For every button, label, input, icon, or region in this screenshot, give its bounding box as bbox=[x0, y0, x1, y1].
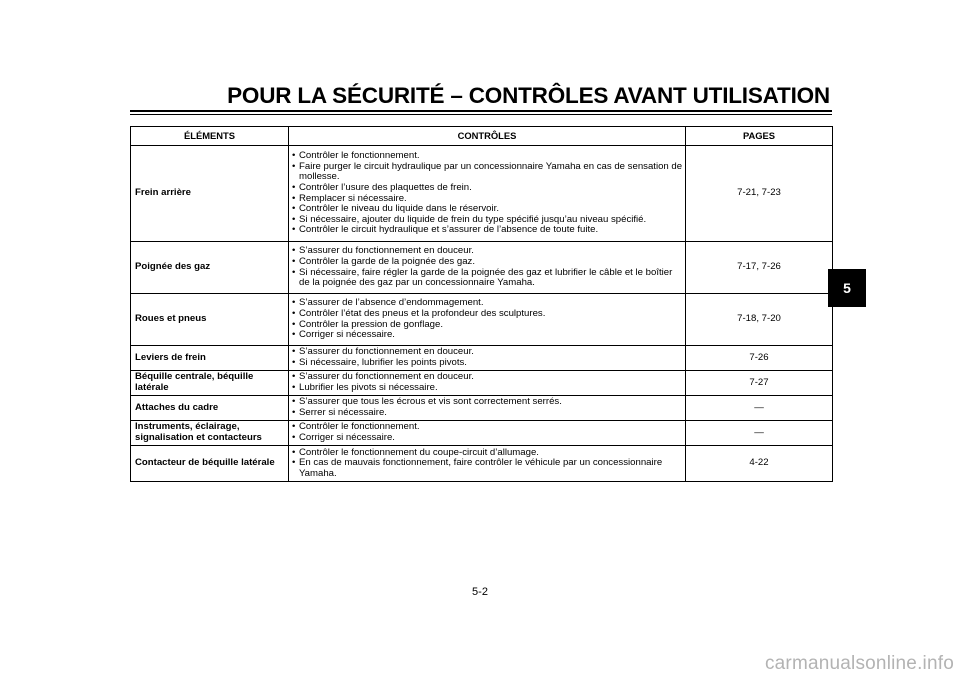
table-row bbox=[131, 421, 833, 446]
check-item: • S’assurer du fonctionnement en douceur. bbox=[291, 347, 683, 358]
column-header-pages: PAGES bbox=[686, 127, 833, 146]
table-row bbox=[131, 146, 833, 242]
check-item: • Faire purger le circuit hydraulique par un concessionnaire Yamaha en cas de sensation de mollesse. bbox=[291, 162, 683, 183]
pages-cell: 7-17, 7-26 bbox=[686, 242, 833, 294]
pages-cell: 4-22 bbox=[686, 446, 833, 482]
checks-list bbox=[291, 151, 683, 236]
check-item: • Lubrifier les pivots si nécessaire. bbox=[291, 383, 683, 394]
table-header-row bbox=[131, 127, 833, 146]
element-cell: Instruments, éclairage, signalisation et contacteurs bbox=[131, 421, 289, 446]
check-item: • Remplacer si nécessaire. bbox=[291, 194, 683, 205]
title-rule-thick bbox=[130, 110, 832, 112]
page-title: POUR LA SÉCURITÉ – CONTRÔLES AVANT UTILISATION bbox=[227, 83, 830, 108]
checks-list bbox=[291, 372, 683, 393]
checks-list bbox=[291, 397, 683, 418]
check-item: • En cas de mauvais fonctionnement, faire contrôler le véhicule par un concessionnaire Yamaha. bbox=[291, 458, 683, 479]
check-item: • Si nécessaire, faire régler la garde de la poignée des gaz et lubrifier le câble et le boîtier de la poignée des gaz par un concessionnaire Yamaha. bbox=[291, 268, 683, 289]
checks-list bbox=[291, 448, 683, 480]
check-item: • Contrôler la garde de la poignée des gaz. bbox=[291, 257, 683, 268]
check-item: • Contrôler l’usure des plaquettes de frein. bbox=[291, 183, 683, 194]
element-cell: Roues et pneus bbox=[131, 294, 289, 346]
element-cell: Poignée des gaz bbox=[131, 242, 289, 294]
pages-cell: 7-26 bbox=[686, 346, 833, 371]
title-rule-thin bbox=[130, 114, 832, 115]
checks-list bbox=[291, 422, 683, 443]
table-row bbox=[131, 446, 833, 482]
element-cell: Leviers de frein bbox=[131, 346, 289, 371]
element-cell: Contacteur de béquille latérale bbox=[131, 446, 289, 482]
checks-list bbox=[291, 246, 683, 288]
check-item: • Contrôler le fonctionnement. bbox=[291, 151, 683, 162]
checks-cell bbox=[289, 396, 686, 421]
check-item: • Si nécessaire, lubrifier les points pivots. bbox=[291, 358, 683, 369]
check-item: • Serrer si nécessaire. bbox=[291, 408, 683, 419]
table-row bbox=[131, 396, 833, 421]
element-cell: Béquille centrale, béquille latérale bbox=[131, 371, 289, 396]
table-row bbox=[131, 346, 833, 371]
pages-cell: 7-18, 7-20 bbox=[686, 294, 833, 346]
check-item: • Contrôler l’état des pneus et la profondeur des sculptures. bbox=[291, 309, 683, 320]
table-row bbox=[131, 242, 833, 294]
element-cell: Frein arrière bbox=[131, 146, 289, 242]
check-item: • Corriger si nécessaire. bbox=[291, 330, 683, 341]
page-number: 5-2 bbox=[472, 586, 488, 598]
section-tab bbox=[828, 269, 866, 307]
column-header-elements: ÉLÉMENTS bbox=[131, 127, 289, 146]
table-body bbox=[131, 146, 833, 482]
check-item: • Corriger si nécessaire. bbox=[291, 433, 683, 444]
check-item: • S’assurer du fonctionnement en douceur. bbox=[291, 372, 683, 383]
pages-cell: — bbox=[686, 396, 833, 421]
checks-list bbox=[291, 298, 683, 340]
checks-table bbox=[130, 126, 833, 482]
table-row bbox=[131, 294, 833, 346]
check-item: • Contrôler le fonctionnement. bbox=[291, 422, 683, 433]
table-row bbox=[131, 371, 833, 396]
checks-list bbox=[291, 347, 683, 368]
pages-cell: — bbox=[686, 421, 833, 446]
section-tab-number: 5 bbox=[843, 280, 851, 296]
checks-cell bbox=[289, 146, 686, 242]
check-item: • Contrôler le circuit hydraulique et s’assurer de l’absence de toute fuite. bbox=[291, 225, 683, 236]
checks-cell bbox=[289, 421, 686, 446]
checks-cell bbox=[289, 294, 686, 346]
checks-cell bbox=[289, 446, 686, 482]
checks-cell bbox=[289, 346, 686, 371]
check-item: • S’assurer de l’absence d’endommagement. bbox=[291, 298, 683, 309]
checks-cell bbox=[289, 242, 686, 294]
pages-cell: 7-21, 7-23 bbox=[686, 146, 833, 242]
check-item: • Contrôler le niveau du liquide dans le réservoir. bbox=[291, 204, 683, 215]
check-item: • Contrôler le fonctionnement du coupe-circuit d’allumage. bbox=[291, 448, 683, 459]
watermark: carmanualsonline.info bbox=[764, 653, 954, 674]
checks-cell bbox=[289, 371, 686, 396]
check-item: • Contrôler la pression de gonflage. bbox=[291, 320, 683, 331]
check-item: • S’assurer que tous les écrous et vis sont correctement serrés. bbox=[291, 397, 683, 408]
pages-cell: 7-27 bbox=[686, 371, 833, 396]
element-cell: Attaches du cadre bbox=[131, 396, 289, 421]
column-header-checks: CONTRÔLES bbox=[289, 127, 686, 146]
check-item: • Si nécessaire, ajouter du liquide de frein du type spécifié jusqu’au niveau spécifié. bbox=[291, 215, 683, 226]
check-item: • S’assurer du fonctionnement en douceur. bbox=[291, 246, 683, 257]
